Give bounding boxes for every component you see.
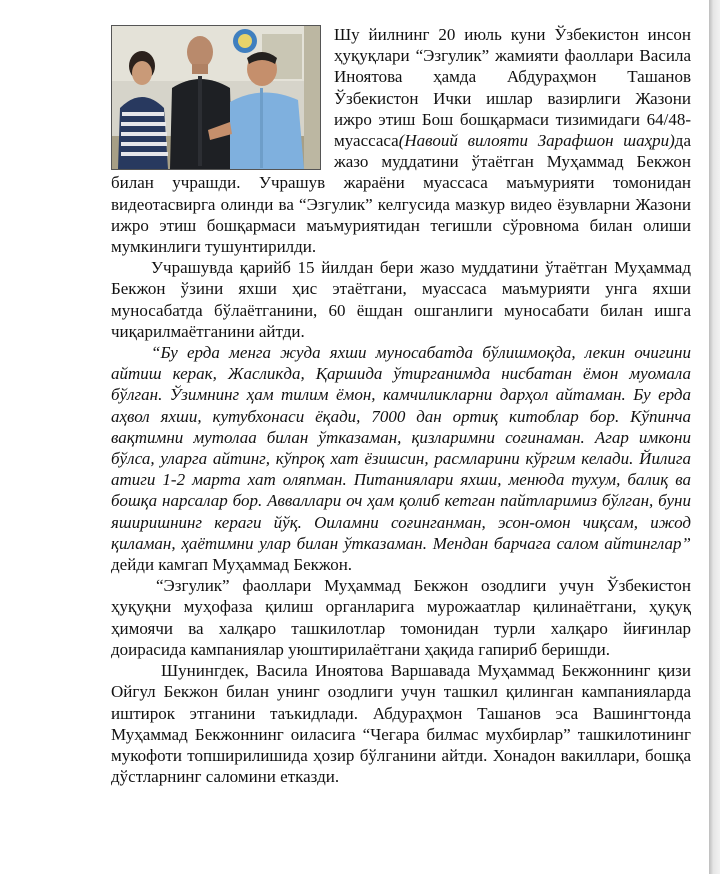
paragraph-5: Шунингдек, Васила Иноятова Варшавада Муҳаммад Бекжоннинг қизи Ойгул Бекжон билан унинг озодлиги учун ташкил қилинган кампанияларда иштирок этганини таъкидлади. Абдураҳмон Ташанов эса Вашингтонда Муҳаммад Бекжоннинг оиласига “Чегара билмас мухбирлар” ташкилотининг мукофоти топширилишида ҳозир бўлганини айтди. Хонадон вакиллари, бошқа дўстларнинг саломини етказди. <box>111 661 691 787</box>
quote-attribution: дейди камгап Муҳаммад Бекжон. <box>111 555 353 575</box>
meeting-photo <box>111 25 321 170</box>
paragraph-4: “Эзгулик” фаоллари Муҳаммад Бекжон озодлиги учун Ўзбекистон ҳуқуқни муҳофаза қилиш органларига мурожаатлар қилинаётгани, ҳуқуқ ҳимоячи ва халқаро ташкилотлар томонидан турли халқаро йиғинлар доирасида кампаниялар уюштирилаётгани ҳақида гапириб беришди. <box>111 576 691 659</box>
paragraph-1-rest: да жазо муддатини ўтаётган Муҳаммад Бекжон билан учрашди. Учрашув жараёни муассаса маъмурияти томонидан видеотасвирга олинди ва “Эзгулик” келгусида мазкур видео ёзувларни Жазони ижро этиш бошқармаси маъмуриятидан тегишли сўровнома билан олиши мумкинлиги тушунтирилди. <box>111 131 691 257</box>
quote-text: “Бу ерда менга жуда яхши муносабатда бўлишмоқда, лекин очигини айтиш керак, Жасликда, Қаршида ўтирганимда нисбатан ёмон муомала бўлган. Ўзимнинг ҳам тилим ёмон, камчиликларни дарҳол айтаман. Бу ерда аҳвол яхши, кутубхонаси ёқади, 7000 дан ортиқ китоблар бор. Кўпинча вақтимни мутолаа билан ўтказаман, қизларимни соғинаман. Агар имкони бўлса, уларга айтинг, кўпроқ хат ёзишсин, расмларини кўргим келади. Йилига атиги 1-2 марта хат оляпман. Питаниялари яхши, менюда тухум, балиқ ва бошқа нарсалар бор. Авваллари оч ҳам қолиб кетган пайтларимиз бўлган, буни яширишнинг кераги йўқ. Оиламни соғинганман, эсон-омон чиқсам, ижод қиламан, ҳаётимни улар билан ўтказаман. Мендан барчага салом айтинглар” <box>111 343 691 553</box>
paragraph-1-lead: Шу йилнинг 20 июль куни Ўзбекистон инсон ҳуқуқлари “Эзгулик” жамияти фаоллари Васила Иноятова ҳамда Абдураҳмон Ташанов Ўзбекистон Ички ишлар вазирлиги Жазони ижро этиш Бош бошқармаси тизимидаги 64/48-муассаса <box>334 25 691 151</box>
paragraph-1-place: (Навоий вилояти Зарафшон шаҳри) <box>398 131 675 151</box>
page-edge <box>709 0 720 874</box>
meeting-photo-image <box>112 26 320 169</box>
paragraph-3-quote <box>111 342 691 575</box>
paragraph-1 <box>111 24 691 257</box>
article-body <box>111 24 691 787</box>
paragraph-2: Учрашувда қарийб 15 йилдан бери жазо муддатини ўтаётган Муҳаммад Бекжон ўзини яхши ҳис этаётгани, муассаса маъмурияти унга яхши муносабатда бўлаётганини, 60 ёшдан ошганлиги муносабати билан ишга чиқарилмаётганини айтди. <box>111 258 691 341</box>
